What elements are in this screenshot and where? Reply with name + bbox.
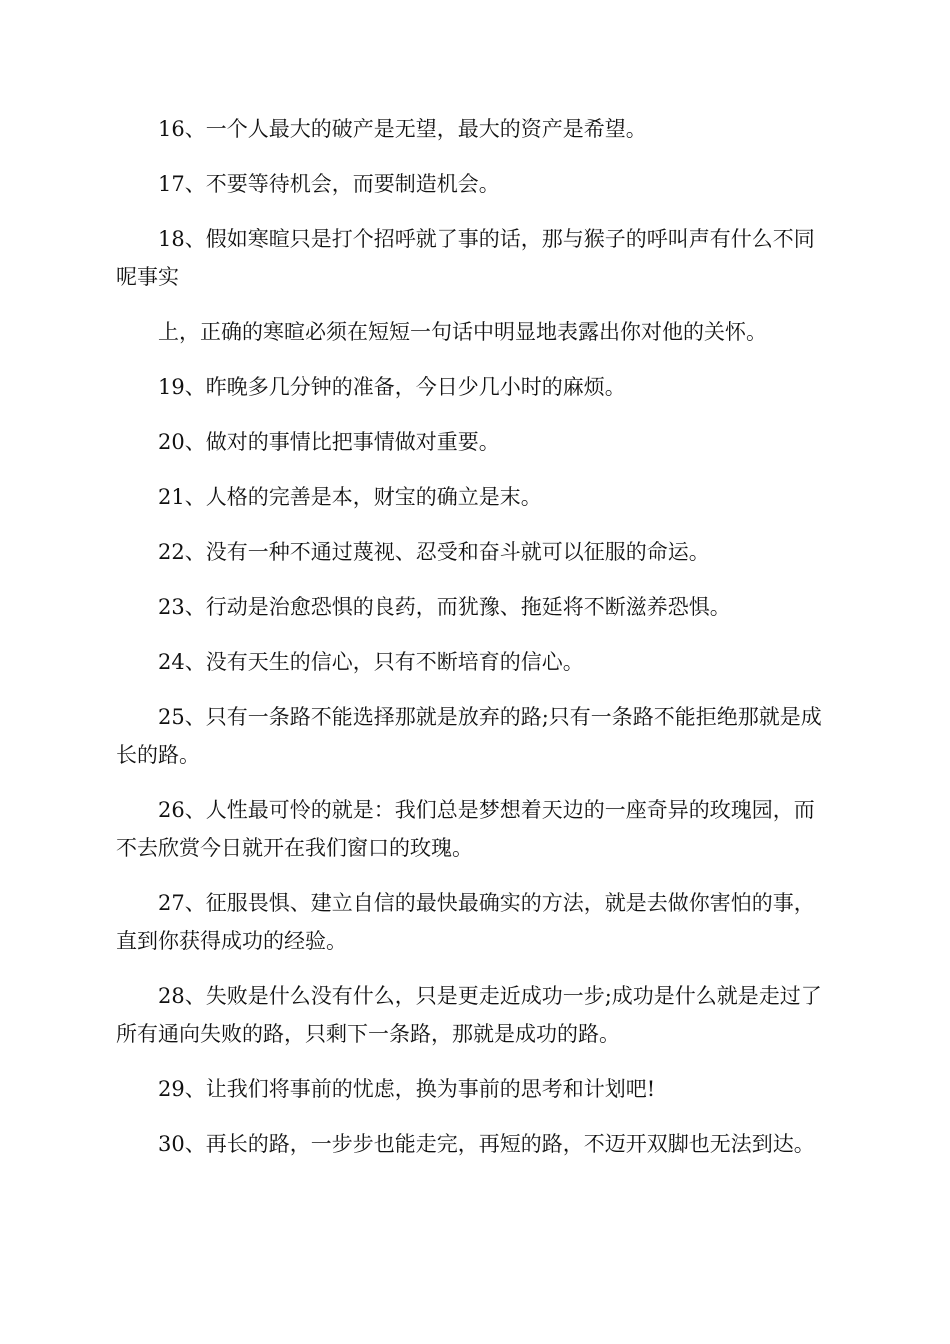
- paragraph-18-continued: 上，正确的寒暄必须在短短一句话中明显地表露出你对他的关怀。: [158, 320, 767, 344]
- paragraph-30: 30、再长的路，一步步也能走完，再短的路，不迈开双脚也无法到达。: [158, 1132, 815, 1156]
- paragraph-26: 26、人性最可怜的就是：我们总是梦想着天边的一座奇异的玫瑰园，而不去欣赏今日就开在我们窗口的玫瑰。: [116, 798, 815, 860]
- paragraph-17: 17、不要等待机会，而要制造机会。: [158, 172, 500, 196]
- paragraph-25: 25、只有一条路不能选择那就是放弃的路;只有一条路不能拒绝那就是成长的路。: [116, 705, 822, 767]
- document-body: [116, 110, 832, 1180]
- paragraph-16: 16、一个人最大的破产是无望，最大的资产是希望。: [158, 117, 647, 141]
- paragraph-24: 24、没有天生的信心，只有不断培育的信心。: [158, 650, 584, 674]
- paragraph-28: 28、失败是什么没有什么，只是更走近成功一步;成功是什么就是走过了所有通向失败的路，只剩下一条路，那就是成功的路。: [116, 984, 822, 1046]
- paragraph-27: 27、征服畏惧、建立自信的最快最确实的方法，就是去做你害怕的事，直到你获得成功的经验。: [116, 891, 815, 953]
- paragraph-18: 18、假如寒暄只是打个招呼就了事的话，那与猴子的呼叫声有什么不同呢事实: [116, 227, 815, 289]
- paragraph-21: 21、人格的完善是本，财宝的确立是末。: [158, 485, 542, 509]
- paragraph-23: 23、行动是治愈恐惧的良药，而犹豫、拖延将不断滋养恐惧。: [158, 595, 731, 619]
- paragraph-29: 29、让我们将事前的忧虑，换为事前的思考和计划吧!: [158, 1077, 656, 1101]
- paragraph-19: 19、昨晚多几分钟的准备，今日少几小时的麻烦。: [158, 375, 626, 399]
- paragraph-20: 20、做对的事情比把事情做对重要。: [158, 430, 500, 454]
- paragraph-22: 22、没有一种不通过蔑视、忍受和奋斗就可以征服的命运。: [158, 540, 710, 564]
